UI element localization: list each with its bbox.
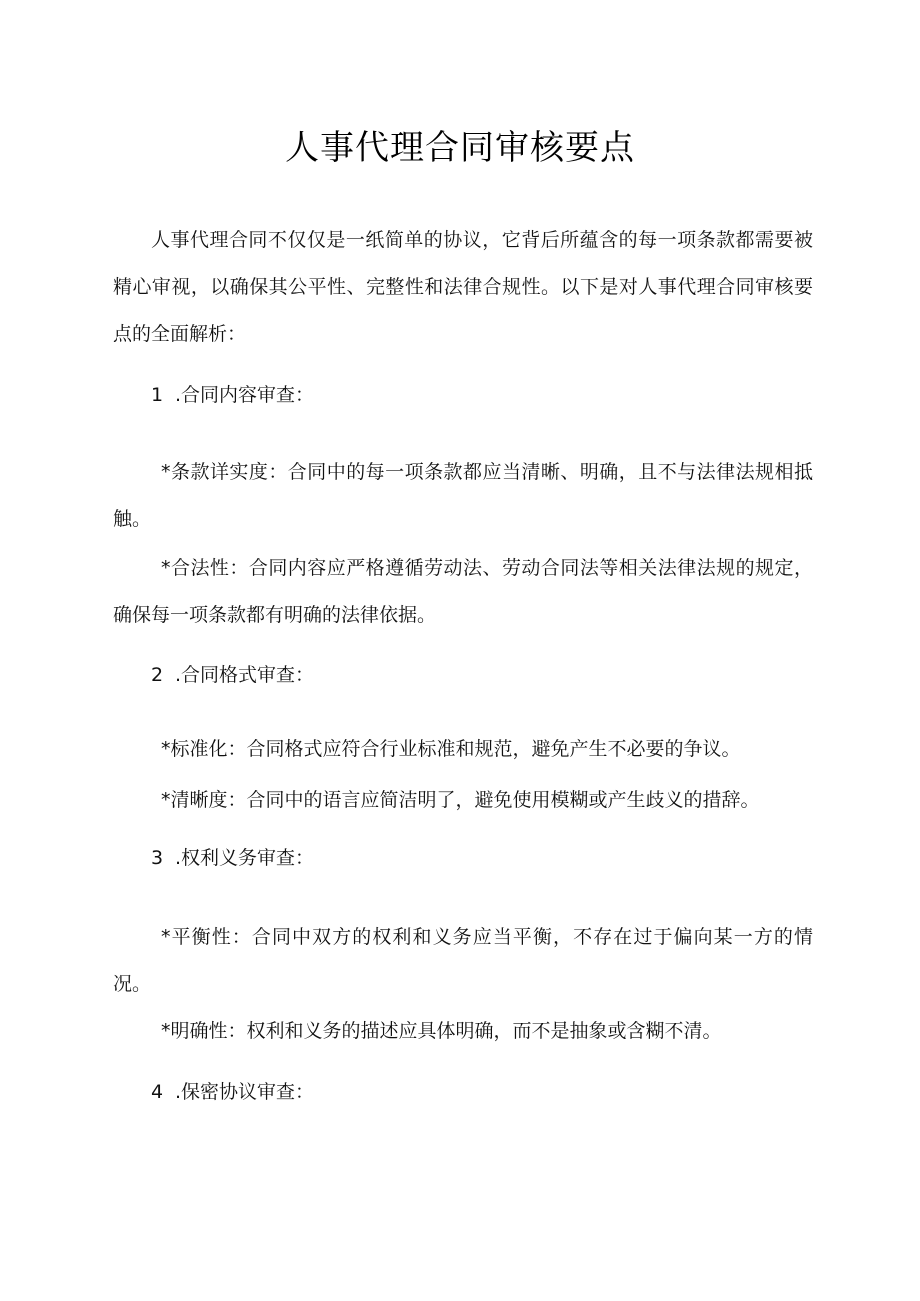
document-title: 人事代理合同审核要点 [285, 128, 635, 168]
section-heading-4 [151, 1077, 811, 1107]
section-item: *清晰度：合同中的语言应简洁明了，避免使用模糊或产生歧义的措辞。 [161, 789, 760, 811]
section-title: .合同内容审查： [175, 384, 315, 406]
section-number: 3 [151, 847, 164, 869]
section-item: *合法性：合同内容应严格遵循劳动法、劳动合同法等相关法律法规的规定，确保每一项条款都有明确的法律依据。 [113, 557, 813, 626]
section-heading-2 [151, 660, 811, 690]
section-title: .合同格式审查： [175, 664, 315, 686]
section-heading-3 [151, 843, 811, 873]
section-title: .保密协议审查： [175, 1081, 315, 1103]
section-number: 2 [151, 664, 164, 686]
section-item: *平衡性：合同中双方的权利和义务应当平衡，不存在过于偏向某一方的情况。 [113, 926, 813, 995]
intro-paragraph: 人事代理合同不仅仅是一纸简单的协议，它背后所蕴含的每一项条款都需要被精心审视，以确保其公平性、完整性和法律合规性。以下是对人事代理合同审核要点的全面解析： [113, 229, 813, 345]
section-item: *条款详实度：合同中的每一项条款都应当清晰、明确，且不与法律法规相抵触。 [113, 461, 813, 530]
section-item: *标准化：合同格式应符合行业标准和规范，避免产生不必要的争议。 [161, 738, 741, 760]
section-title: .权利义务审查： [175, 847, 315, 869]
section-number: 1 [151, 384, 164, 406]
section-heading-1 [151, 380, 811, 410]
section-item: *明确性：权利和义务的描述应具体明确，而不是抽象或含糊不清。 [161, 1020, 722, 1042]
section-number: 4 [151, 1081, 164, 1103]
